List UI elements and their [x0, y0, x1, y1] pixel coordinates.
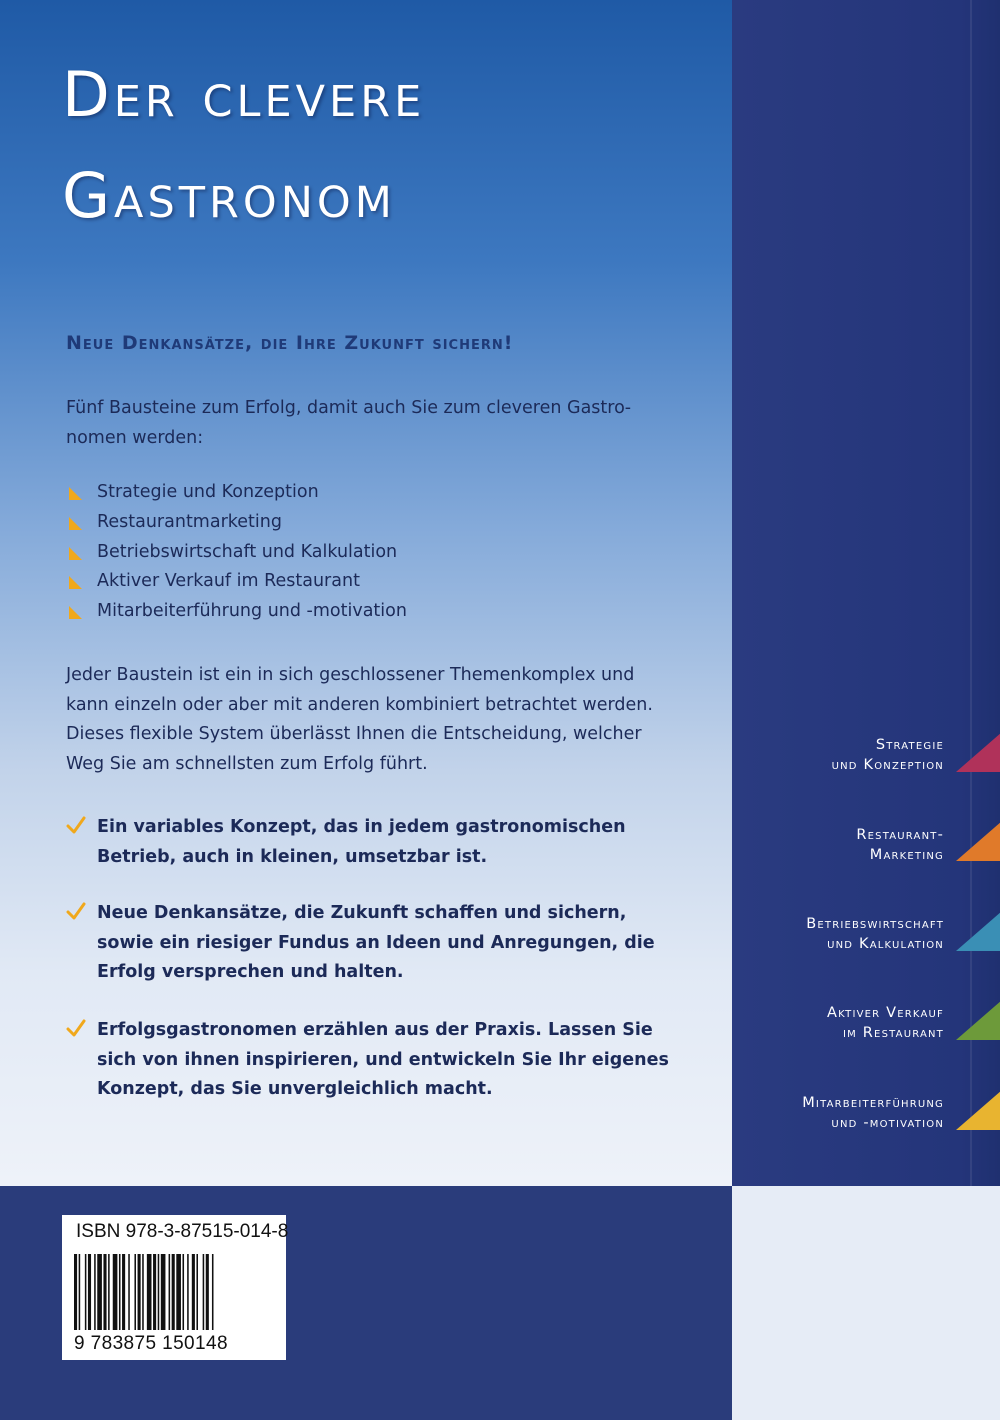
- description-paragraph: Jeder Baustein ist ein in sich geschlossener Themenkomplex und kann einzeln oder aber mit anderen kombiniert betrachtet werden. Dieses flexible System überlässt Ihnen die Entscheidung, welcher Weg Sie am schnellsten zum Erfolg führt.: [66, 665, 653, 774]
- triangle-marker: [956, 1090, 1000, 1130]
- list-item-label: Restaurantmarketing: [97, 511, 282, 532]
- triangle-marker: [956, 911, 1000, 951]
- list-item: [66, 597, 407, 627]
- barcode-bar: [196, 1254, 198, 1330]
- triangle-bullet-icon: [69, 487, 82, 500]
- sidebar-label-verkauf: [714, 1003, 944, 1043]
- sidebar-label-mitarbeiter: [714, 1093, 944, 1133]
- barcode-bar: [108, 1254, 110, 1330]
- barcode-bar: [176, 1254, 181, 1330]
- list-item-label: Mitarbeiterführung und -motivation: [97, 601, 407, 622]
- economics-triangle-icon: [956, 911, 1000, 951]
- feature-text: Neue Denkansätze, die Zukunft schaffen und sichern, sowie ein riesiger Fundus an Ideen und Anregungen, die Erfolg versprechen und halten.: [97, 903, 655, 982]
- barcode-bar: [142, 1254, 144, 1330]
- list-item-label: Betriebswirtschaft und Kalkulation: [97, 541, 398, 562]
- barcode-bar: [206, 1254, 209, 1330]
- sidebar-label-line: Aktiver Verkauf: [827, 1005, 944, 1021]
- list-item: [66, 478, 407, 508]
- feature-item: [66, 813, 678, 872]
- barcode-bar: [94, 1254, 96, 1330]
- building-blocks-list: [66, 478, 407, 627]
- triangle-marker: [956, 1000, 1000, 1040]
- barcode-icon: [74, 1254, 274, 1330]
- sidebar-label-betriebswirtschaft: [714, 914, 944, 954]
- sidebar-label-line: und Kalkulation: [827, 936, 944, 952]
- triangle-bullet-icon: [69, 576, 82, 589]
- barcode-bar: [74, 1254, 77, 1330]
- triangle-marker: [956, 732, 1000, 772]
- list-item: [66, 508, 407, 538]
- title-line-1: Der clevere: [62, 58, 426, 131]
- triangle-bullet-icon: [69, 606, 82, 619]
- feature-text: Ein variables Konzept, das in jedem gastronomischen Betrieb, auch in kleinen, umsetzbar ist.: [97, 817, 626, 867]
- barcode-bar: [192, 1254, 195, 1330]
- subtitle: Neue Denkansätze, die Ihre Zukunft sichern!: [66, 332, 514, 354]
- sidebar-label-line: und Konzeption: [831, 757, 944, 773]
- list-item-label: Strategie und Konzeption: [97, 482, 319, 502]
- list-item: [66, 538, 407, 568]
- barcode-bar: [79, 1254, 81, 1330]
- triangle-bullet-icon: [69, 547, 82, 560]
- triangle-marker: [956, 821, 1000, 861]
- sales-triangle-icon: [956, 1000, 1000, 1040]
- triangle-bullet-icon: [69, 517, 82, 530]
- sidebar-label-line: Betriebswirtschaft: [806, 916, 944, 932]
- barcode-bar: [203, 1254, 205, 1330]
- barcode-bar: [119, 1254, 121, 1330]
- barcode-bar: [113, 1254, 118, 1330]
- checkmark-icon: [66, 901, 86, 921]
- feature-text: Erfolgsgastronomen erzählen aus der Praxis. Lassen Sie sich von ihnen inspirieren, und entwickeln Sie Ihr eigenes Konzept, das Sie unvergleichlich macht.: [97, 1020, 669, 1099]
- barcode-bar: [172, 1254, 175, 1330]
- sidebar-label-line: Mitarbeiterführung: [802, 1095, 944, 1111]
- barcode-bar: [187, 1254, 189, 1330]
- isbn-label: ISBN 978-3-87515-014-8: [76, 1221, 289, 1242]
- barcode-bar: [138, 1254, 141, 1330]
- feature-item: [66, 899, 678, 988]
- barcode-bar: [122, 1254, 125, 1330]
- barcode-bar: [212, 1254, 214, 1330]
- feature-item: [66, 1016, 678, 1105]
- barcode-bar: [161, 1254, 166, 1330]
- barcode-bar: [134, 1254, 136, 1330]
- sidebar-label-line: im Restaurant: [843, 1025, 944, 1041]
- barcode-bar: [183, 1254, 185, 1330]
- barcode-bar: [153, 1254, 156, 1330]
- checkmark-icon: [66, 1018, 86, 1038]
- list-item-label: Aktiver Verkauf im Restaurant: [97, 571, 360, 592]
- barcode-bar: [147, 1254, 152, 1330]
- sidebar-label-strategie: [714, 735, 944, 775]
- title-line-2: Gastronom: [62, 159, 396, 232]
- barcode-bar: [169, 1254, 171, 1330]
- checkmark-icon: [66, 815, 86, 835]
- sidebar-label-line: Strategie: [875, 737, 944, 753]
- staff-triangle-icon: [956, 1090, 1000, 1130]
- sidebar-label-line: und -motivation: [831, 1115, 944, 1131]
- sidebar-label-line: Restaurant-: [856, 827, 944, 843]
- barcode-bar: [88, 1254, 91, 1330]
- marketing-triangle-icon: [956, 821, 1000, 861]
- barcode-bar: [97, 1254, 102, 1330]
- list-item: [66, 567, 407, 597]
- barcode-bar: [85, 1254, 87, 1330]
- sidebar-label-marketing: [714, 825, 944, 865]
- barcode-digits: 9 783875 150148: [74, 1333, 228, 1354]
- barcode-bar: [103, 1254, 106, 1330]
- bottom-light-panel: [732, 1186, 1000, 1420]
- isbn-barcode-box: [62, 1215, 289, 1360]
- barcode-bar: [158, 1254, 160, 1330]
- barcode-bar: [128, 1254, 130, 1330]
- intro-text: Fünf Bausteine zum Erfolg, damit auch Sie zum cleveren Gastronomen werden:: [66, 398, 632, 448]
- strategy-triangle-icon: [956, 732, 1000, 772]
- sidebar-label-line: Marketing: [869, 847, 944, 863]
